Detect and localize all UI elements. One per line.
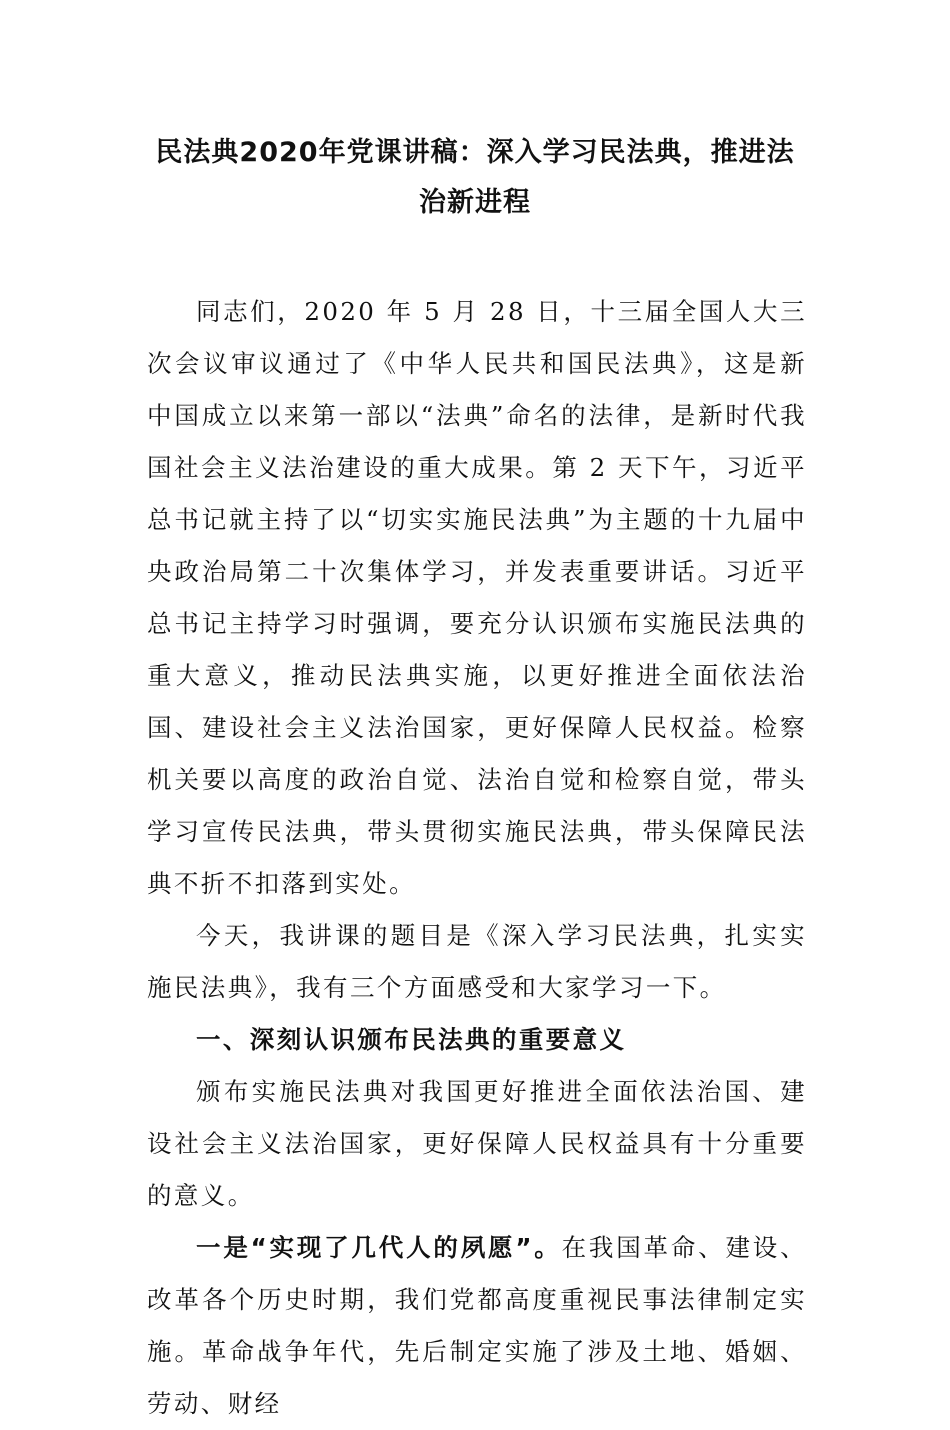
title-line-1: 民法典2020年党课讲稿：深入学习民法典，推进法 — [155, 137, 795, 168]
paragraph-point-one — [147, 1222, 807, 1430]
section-heading-1: 一、深刻认识颁布民法典的重要意义 — [196, 1025, 627, 1054]
point-one-lead: 一是“实现了几代人的夙愿”。 — [196, 1233, 562, 1262]
title-line-2: 治新进程 — [419, 187, 531, 218]
paragraph-topic: 今天，我讲课的题目是《深入学习民法典，扎实实施民法典》，我有三个方面感受和大家学习一下。 — [147, 921, 807, 1002]
document-title — [140, 128, 810, 228]
paragraph-significance: 颁布实施民法典对我国更好推进全面依法治国、建设社会主义法治国家，更好保障人民权益具有十分重要的意义。 — [147, 1077, 807, 1210]
point-one-text: 在我国革命、建设、改革各个历史时期，我们党都高度重视民事法律制定实施。革命战争年代，先后制定实施了涉及土地、婚姻、劳动、财经 — [147, 1233, 807, 1418]
paragraph-intro: 同志们，2020 年 5 月 28 日，十三届全国人大三次会议审议通过了《中华人民共和国民法典》，这是新中国成立以来第一部以“法典”命名的法律，是新时代我国社会主义法治建设的重大成果。第 2 天下午，习近平总书记就主持了以“切实实施民法典”为主题的十九届中央政治局第二十次集体学习，并发表重要讲话。习近平总书记主持学习时强调，要充分认识颁布实施民法典的重大意义，推动民法典实施，以更好推进全面依法治国、建设社会主义法治国家，更好保障人民权益。检察机关要以高度的政治自觉、法治自觉和检察自觉，带头学习宣传民法典，带头贯彻实施民法典，带头保障民法典不折不扣落到实处。 — [147, 297, 807, 898]
document-body — [147, 286, 807, 1430]
